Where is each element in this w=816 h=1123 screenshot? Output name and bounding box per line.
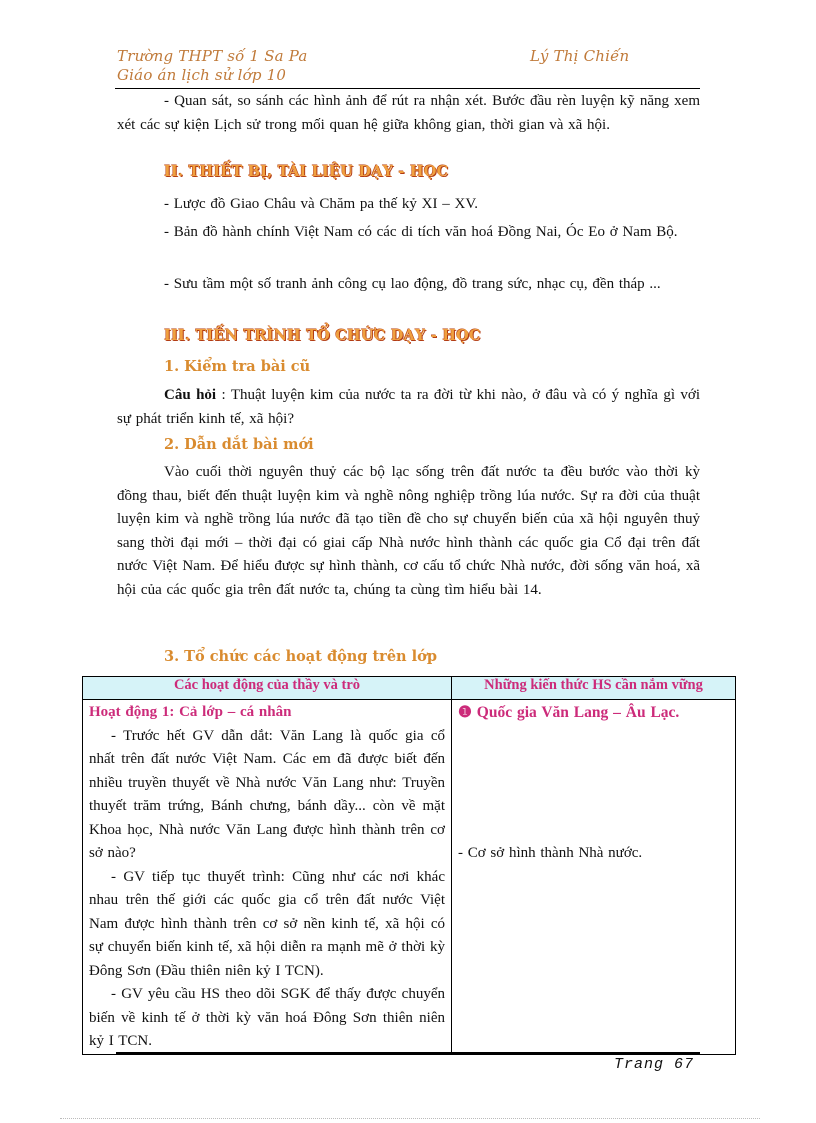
page-bottom-border [60, 1118, 760, 1119]
table-row [83, 700, 736, 1055]
numbered-bullet-icon: ❶ [458, 704, 472, 721]
knowledge-item-1: - Cơ sở hình thành Nhà nước. [458, 844, 643, 861]
question-label: Câu hỏi [164, 387, 217, 403]
lead-in-paragraph: Vào cuối thời nguyên thuỷ các bộ lạc sống trên đất nước ta đều bước vào thời kỳ đồng thau, biết đến thuật luyện kim và nghề nông nghiệp trồng lúa nước. Sự ra đời của thuật luyện kim và nghề trồng lúa nước đã tạo tiền đề cho sự chuyển biến của xã hội nguyên thuỷ sang thời đại mới – thời đại có giai cấp Nhà nước hình thành các quốc gia Cổ đại trên đất nước Việt Nam. Để hiểu được sự hình thành, cơ cấu tổ chức Nhà nước, đời sống văn hoá, xã hội của các quốc gia trên đất nước ta, chúng ta cùng tìm hiểu bài 14. [117, 464, 700, 598]
review-question [117, 384, 700, 431]
header-school: Trường THPT số 1 Sa Pa [117, 47, 308, 65]
page-number: Trang 67 [614, 1056, 695, 1073]
footer-rule [116, 1052, 700, 1054]
header-subject: Giáo án lịch sử lớp 10 [117, 66, 287, 84]
activities-table [82, 676, 736, 1055]
section-2-item-1: - Lược đồ Giao Châu và Chăm pa thế kỷ XI – XV. [164, 196, 478, 212]
section-2-title: II. THIẾT BỊ, TÀI LIỆU DẠY - HỌC [164, 163, 449, 180]
question-text: : Thuật luyện kim của nước ta ra đời từ khi nào, ở đâu và có ý nghĩa gì với sự phát triển kinh tế, xã hội? [117, 387, 700, 427]
header-rule [115, 88, 700, 89]
section-3-title: III. TIẾN TRÌNH TỔ CHỨC DẠY - HỌC [164, 327, 481, 344]
section-2-item-2: - Bản đồ hành chính Việt Nam có các di tích văn hoá Đồng Nai, Óc Eo ở Nam Bộ. [164, 224, 678, 240]
subsection-2-title: 2. Dẫn dắt bài mới [164, 436, 314, 453]
activities-cell [83, 700, 452, 1055]
activity-title: Hoạt động 1: Cả lớp – cá nhân [89, 704, 292, 720]
intro-paragraph: - Quan sát, so sánh các hình ảnh để rút ra nhận xét. Bước đầu rèn luyện kỹ năng xem xét các sự kiện Lịch sử trong mối quan hệ giữa không gian, thời gian và xã hội. [117, 93, 700, 133]
activity-paragraph-3: - GV yêu cầu HS theo dõi SGK để thấy được chuyển biến về kinh tế ở thời kỳ văn hoá Đông Sơn thiên niên kỷ I TCN. [89, 986, 445, 1049]
knowledge-title: ❶ Quốc gia Văn Lang – Âu Lạc. [458, 704, 680, 721]
activity-paragraph-1: - Trước hết GV dẫn dắt: Văn Lang là quốc gia cổ nhất trên đất nước Việt Nam. Các em đã được biết đến nhiều truyền thuyết về Nhà nước Văn Lang như: Truyền thuyết trăm trứng, Bánh chưng, bánh dầy... còn về mặt Khoa học, Nhà nước Văn Lang được hình thành trên cơ sở nào? [89, 727, 445, 861]
subsection-3-title: 3. Tổ chức các hoạt động trên lớp [164, 648, 437, 665]
header-author: Lý Thị Chiến [530, 47, 630, 65]
knowledge-cell [452, 700, 736, 1055]
activity-paragraph-2: - GV tiếp tục thuyết trình: Cũng như các nơi khác nhau trên thế giới các quốc gia cổ trên đất nước Việt Nam được hình thành trên cơ sở nền kinh tế, xã hội có sự chuyển biến kinh tế, xã hội diễn ra mạnh mẽ ở thời kỳ Đông Sơn (Đầu thiên niên kỷ I TCN). [89, 868, 445, 979]
col-knowledge-header: Những kiến thức HS cần nắm vững [452, 677, 736, 700]
col-activities-header: Các hoạt động của thầy và trò [83, 677, 452, 700]
section-2-item-3: - Sưu tầm một số tranh ảnh công cụ lao động, đồ trang sức, nhạc cụ, đền tháp ... [164, 276, 661, 292]
table-header-row [83, 677, 736, 700]
subsection-1-title: 1. Kiểm tra bài cũ [164, 358, 311, 375]
